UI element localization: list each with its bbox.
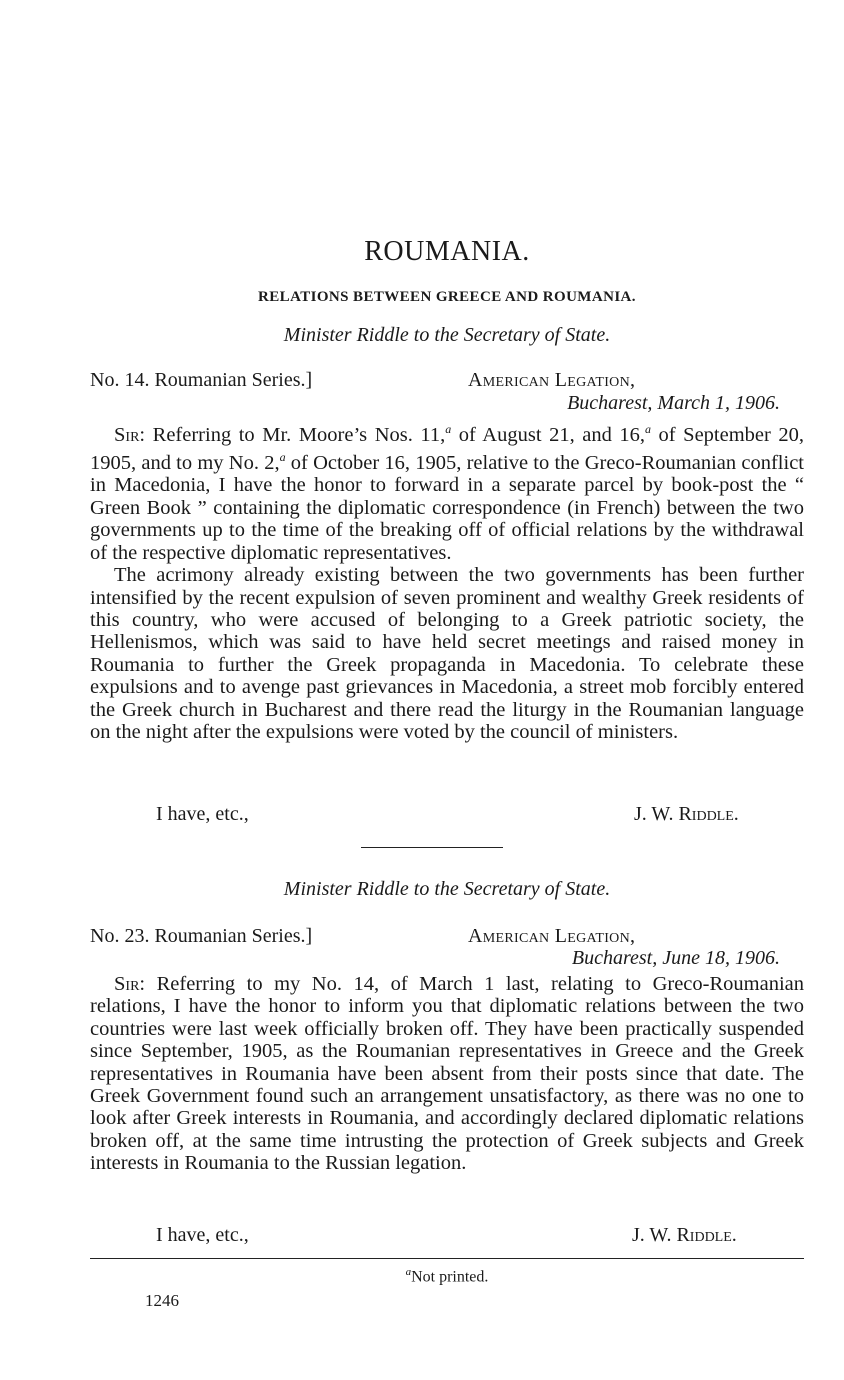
- page-title: ROUMANIA.: [364, 236, 530, 267]
- letter-1-paragraph-2: The acrimony already existing between the two governments has been further intensified by the recent expulsion of seven prominent and wealthy Greek residents of this country, who were accused of belonging to a Greek patriotic society, the Hellenismos, which was said to have held secret meetings and raised money in Roumania to further the Greek propaganda in Macedonia. To celebrate these expulsions and to avenge past grievances in Macedonia, a street mob forcibly entered the Greek church in Bucharest and there read the liturgy in the Roumanian language on the night after the expulsions were voted by the council of ministers.: [90, 564, 804, 743]
- letter-1-paragraph-1: Sir: Referring to Mr. Moore’s Nos. 11,$^a$ of August 21, and 16,$^a$ of September 20, 1905, and to my No. 2,$^a$ of October 16, 1905, relative to the Greco-Roumanian conflict in Macedonia, I have the honor to forward in a separate parcel by book-post the “ Green Book ” containing the diplomatic correspondence (in French) between the two governments up to the time of the breaking off of official relations by the withdrawal of the respective diplomatic representatives.: [90, 422, 804, 564]
- salutation: Sir:: [114, 973, 146, 995]
- section-divider: [361, 847, 503, 848]
- salutation: Sir:: [114, 423, 146, 446]
- page-number: 1246: [145, 1291, 179, 1310]
- footnote-marker: a: [645, 422, 651, 436]
- letter-1-closing: I have, etc.,: [156, 803, 249, 825]
- letter-2-paragraph-1: Sir: Referring to my No. 14, of March 1 last, relating to Greco-Roumanian relations, I have the honor to inform you that diplomatic relations between the two countries were last week officially broken off. They have been practically suspended since September, 1905, as the Roumanian representatives in Greece and the Greek representatives in Roumania have been absent from their posts since that date. The Greek Government found such an arrangement unsatisfactory, as there was no one to look after Greek interests in Roumania, and accordingly declared diplomatic relations broken off, at the same time intrusting the protection of Greek subjects and Greek interests in Roumania to the Russian legation.: [90, 973, 804, 1175]
- letter-1-dateline: Bucharest, March 1, 1906.: [567, 392, 780, 414]
- letter-1-series: No. 14. Roumanian Series.]: [90, 369, 313, 391]
- letter-1-signature: J. W. Riddle.: [634, 803, 739, 825]
- footnote-rule: [90, 1258, 804, 1259]
- letter-2-series: No. 23. Roumanian Series.]: [90, 925, 313, 947]
- letter-1-legation: American Legation,: [468, 369, 636, 391]
- letter-2-legation: American Legation,: [468, 925, 636, 947]
- footnote-marker: a: [445, 422, 452, 436]
- footnote-marker: a: [279, 450, 286, 465]
- letter-2-closing: I have, etc.,: [156, 1224, 249, 1246]
- footnote-marker: a: [405, 1266, 412, 1278]
- footnote: [90, 1266, 804, 1286]
- letter-1-body: [90, 418, 804, 743]
- letter-2-signature: J. W. Riddle.: [632, 1224, 737, 1246]
- letter-2-dateline: Bucharest, June 18, 1906.: [571, 947, 780, 969]
- section-subtitle: RELATIONS BETWEEN GREECE AND ROUMANIA.: [258, 289, 636, 305]
- footnote-text: Not printed.: [411, 1268, 489, 1286]
- letter-2-body: [90, 973, 804, 1175]
- letter-2-heading: Minister Riddle to the Secretary of State.: [283, 878, 611, 900]
- letter-1-heading: Minister Riddle to the Secretary of State.: [283, 324, 611, 346]
